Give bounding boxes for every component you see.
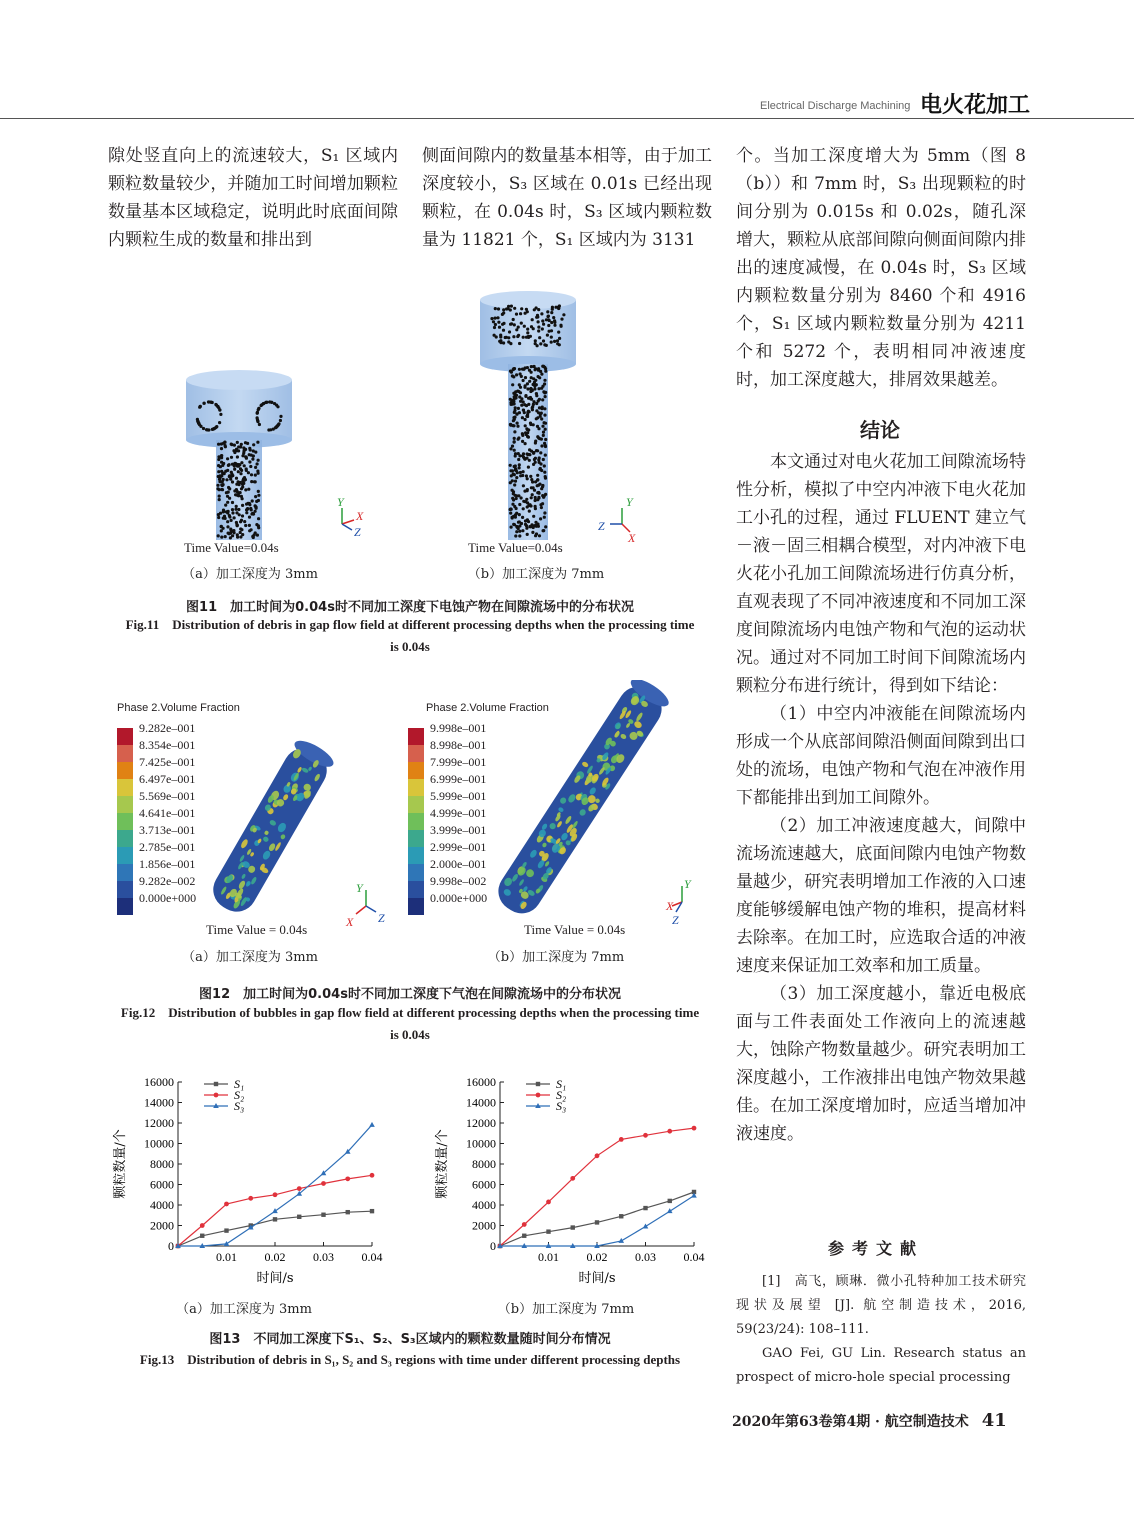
fig11b-caption: （b）加工深度为 7mm	[467, 567, 605, 582]
data-point	[667, 1129, 672, 1134]
page-number: 41	[981, 1410, 1007, 1431]
fig13-title-cn: 图13 不同加工深度下S₁、S₂、S₃区域内的颗粒数量随时间分布情况	[209, 1332, 611, 1347]
footer-journal-text: 2020年第63卷第4期 · 航空制造技术	[732, 1414, 969, 1430]
legend-label: S₃	[234, 1099, 245, 1113]
column-3-top-text	[736, 142, 1026, 394]
data-point	[595, 1220, 599, 1224]
data-point	[595, 1153, 600, 1158]
fig12a-tube	[206, 736, 337, 919]
fig11-title-en: Fig.11 Distribution of debris in gap flow field at different processing depths when the processing time is 0.04s	[125, 617, 695, 654]
data-point	[321, 1181, 326, 1186]
data-point	[224, 1228, 228, 1232]
y-tick-label: 6000	[472, 1177, 496, 1192]
axis-x-label: X	[628, 531, 636, 545]
legend-swatch	[117, 813, 133, 830]
paragraph: 侧面间隙内的数量基本相等，由于加工深度较小，S₃ 区域在 0.01s 已经出现颗粒，在 0.04s 时，S₃ 区域内颗粒数量为 11821 个，S₁ 区域内为 3131	[422, 146, 712, 250]
legend-marker	[214, 1093, 219, 1098]
legend-swatch	[117, 779, 133, 796]
x-tick-label: 0.04	[683, 1250, 705, 1264]
data-point	[224, 1241, 230, 1246]
fig12b-axis-triad	[665, 877, 692, 927]
legend-label: 4.641e–001	[139, 806, 196, 820]
fig13b-line-chart	[432, 1068, 722, 1290]
legend-label: 2.999e–001	[430, 840, 487, 854]
series-line	[178, 1125, 372, 1246]
data-point	[345, 1176, 350, 1181]
axis-y-label: Y	[356, 881, 363, 895]
fig11-title-cn: 图11 加工时间为0.04s时不同加工深度下电蚀产物在间隙流场中的分布状况	[186, 600, 634, 615]
y-tick-label: 12000	[466, 1116, 496, 1130]
fig12a-time-value: Time Value = 0.04s	[206, 922, 308, 937]
data-point	[248, 1196, 253, 1201]
legend-label: S₃	[556, 1099, 567, 1113]
y-tick-label: 12000	[144, 1116, 174, 1130]
legend-marker	[536, 1093, 541, 1098]
paragraph: 本文通过对电火花加工间隙流场特性分析，模拟了中空内冲液下电火花加工小孔的过程，通过 FLUENT 建立气－液－固三相耦合模型，对内冲液下电火花小孔加工间隙流场进行仿真分析，直观表现了不同冲液速度和不同加工深度间隙流场内电蚀产物和气泡的运动状况。通过对不同加工时间下间隙流场内颗粒分布进行统计，得到如下结论：	[736, 452, 1026, 696]
fig11b-axis-triad	[598, 495, 636, 545]
paragraph: （1）中空内冲液能在间隙流场内形成一个从底部间隙沿侧面间隙到出口处的流场，电蚀产物和气泡在冲液作用下都能排出到加工间隙外。	[736, 704, 1026, 808]
paragraph: 隙处竖直向上的流速较大，S₁ 区域内颗粒数量较少，并随加工时间增加颗粒数量基本区域稳定，说明此时底面间隙内颗粒生成的数量和排出到	[108, 146, 398, 250]
header-rule	[0, 118, 1134, 119]
y-tick-label: 2000	[150, 1218, 174, 1233]
conclusion-heading: 结论	[860, 418, 900, 442]
data-point	[346, 1210, 350, 1214]
fig12b-time-value: Time Value = 0.04s	[524, 922, 626, 937]
legend-label: 8.354e–001	[139, 738, 196, 752]
legend-label: 6.999e–001	[430, 772, 487, 786]
axis-z-label: Z	[354, 525, 361, 539]
data-point	[200, 1223, 205, 1228]
paragraph: （3）加工深度越小，靠近电极底面与工件表面处工作液向上的流速越大，蚀除产物数量越少。研究表明加工深度越小，工作液排出电蚀产物效果越佳。在加工深度增加时，应适当增加冲液速度。	[736, 984, 1026, 1144]
fig13b-caption: （b）加工深度为 7mm	[497, 1302, 635, 1317]
data-point	[224, 1202, 229, 1207]
data-point	[571, 1225, 575, 1229]
data-point	[370, 1209, 374, 1213]
data-point	[297, 1215, 301, 1219]
data-point	[522, 1222, 527, 1227]
axis-y-label: Y	[684, 877, 691, 891]
legend-label: 6.497e–001	[139, 772, 196, 786]
axis-x-label: X	[666, 899, 674, 913]
y-tick-label: 2000	[472, 1218, 496, 1233]
legend-label: 8.998e–001	[430, 738, 487, 752]
y-tick-label: 14000	[466, 1095, 496, 1110]
references-heading: 参考文献	[828, 1239, 925, 1258]
fig12-title-en: Fig.12 Distribution of bubbles in gap flow field at different processing depths when the processing time is 0.04s	[120, 1005, 700, 1042]
y-tick-label: 10000	[466, 1136, 496, 1151]
x-axis-label: 时间/s	[256, 1271, 294, 1286]
legend-label: 7.999e–001	[430, 755, 487, 769]
y-tick-label: 8000	[150, 1157, 174, 1171]
fig13a-caption: （a）加工深度为 3mm	[176, 1302, 312, 1317]
reference-en: GAO Fei, GU Lin. Research status an prospect of micro-hole special processing	[736, 1346, 1026, 1385]
data-point	[546, 1200, 551, 1205]
data-point	[546, 1229, 550, 1233]
legend-label: 9.282e–002	[139, 874, 196, 888]
data-point	[619, 1137, 624, 1142]
axis-z-label: Z	[672, 913, 679, 927]
x-tick-label: 0.01	[216, 1250, 237, 1264]
legend-label: 2.785e–001	[139, 840, 196, 854]
legend-label: 2.000e–001	[430, 857, 487, 871]
y-tick-label: 6000	[150, 1177, 174, 1192]
legend-label: 9.998e–002	[430, 874, 487, 888]
axis-x-label: X	[346, 915, 354, 929]
legend-swatch	[117, 762, 133, 779]
fig12a-caption: （a）加工深度为 3mm	[182, 950, 318, 965]
data-point	[370, 1173, 375, 1178]
legend-label: 7.425e–001	[139, 755, 196, 769]
legend-label: 5.999e–001	[430, 789, 487, 803]
legend-label: 4.999e–001	[430, 806, 487, 820]
data-point	[643, 1133, 648, 1138]
legend-label: 3.713e–001	[139, 823, 196, 837]
legend-swatch	[117, 745, 133, 762]
y-tick-label: 0	[490, 1239, 496, 1253]
y-tick-label: 4000	[472, 1198, 496, 1212]
x-tick-label: 0.03	[313, 1250, 334, 1264]
fig12a-legend-title: Phase 2.Volume Fraction	[117, 702, 240, 714]
fig11a-axis-triad	[337, 495, 364, 539]
y-tick-label: 4000	[150, 1198, 174, 1212]
y-tick-label: 8000	[472, 1157, 496, 1171]
legend-label: S₁	[234, 1077, 245, 1091]
fig12-render	[200, 680, 720, 930]
legend-label: S₁	[556, 1077, 567, 1091]
legend-label: 0.000e+000	[139, 891, 197, 905]
axis-y-label: Y	[337, 495, 344, 509]
fig11a-time-value: Time Value=0.04s	[184, 540, 279, 555]
legend-label: 5.569e–001	[139, 789, 196, 803]
x-axis-label: 时间/s	[578, 1271, 616, 1286]
fig13-title-en: Fig.13 Distribution of debris in S₁, S₂ and S₃ regions with time under different processing depths	[139, 1352, 681, 1367]
y-tick-label: 16000	[466, 1075, 496, 1089]
legend-swatch	[117, 847, 133, 864]
conclusion-text	[736, 448, 1026, 1148]
data-point	[273, 1192, 278, 1197]
legend-swatch	[117, 830, 133, 847]
fig13a-line-chart	[110, 1068, 400, 1290]
fig12-title-cn: 图12 加工时间为0.04s时不同加工深度下气泡在间隙流场中的分布状况	[199, 987, 621, 1002]
x-tick-label: 0.02	[586, 1250, 608, 1264]
axis-y-label: Y	[626, 495, 633, 509]
data-point	[570, 1176, 575, 1181]
x-tick-label: 0.01	[538, 1250, 559, 1264]
data-point	[321, 1213, 325, 1217]
series-line	[500, 1192, 694, 1246]
y-tick-label: 10000	[144, 1136, 174, 1151]
column-1-text	[108, 142, 398, 254]
x-tick-label: 0.04	[361, 1250, 383, 1264]
axis-x-label: X	[356, 509, 364, 523]
footer-journal	[732, 1410, 1007, 1431]
legend-swatch	[117, 881, 133, 898]
reference-cn: [1] 高飞，顾琳．微小孔特种加工技术研究现状及展望 [J]. 航空制造技术，2016, 59(23/24): 108–111.	[736, 1274, 1026, 1337]
paragraph: 个。当加工深度增大为 5mm（图 8（b））和 7mm 时，S₃ 出现颗粒的时间分别为 0.015s 和 0.02s，随孔深增大，颗粒从底部间隙向侧面间隙内排出的速度减慢，在 0.04s 时，S₃ 区域内颗粒数量分别为 8460 个和 4916 个，S₁ 区域内颗粒数量分别为 4211 个和 5272 个，表明相同冲液速度时，加工深度越大，排屑效果越差。	[736, 146, 1026, 390]
legend-label: 1.856e–001	[139, 857, 196, 871]
running-header-chinese: 电火花加工	[920, 93, 1031, 118]
legend-swatch	[117, 864, 133, 881]
legend-swatch	[117, 796, 133, 813]
fig11a-caption: （a）加工深度为 3mm	[182, 567, 318, 582]
data-point	[668, 1199, 672, 1203]
fig11-render	[170, 280, 650, 550]
legend-swatch	[117, 728, 133, 745]
legend-marker	[536, 1082, 540, 1086]
legend-marker	[214, 1082, 218, 1086]
fig11b-time-value: Time Value=0.04s	[468, 540, 563, 555]
fig12a-axis-triad	[345, 881, 385, 929]
reference-1	[736, 1270, 1026, 1390]
legend-label: 0.000e+000	[430, 891, 488, 905]
series-line	[500, 1128, 694, 1246]
legend-label: 3.999e–001	[430, 823, 487, 837]
y-axis-label: 颗粒数量/个	[435, 1129, 450, 1199]
x-tick-label: 0.03	[635, 1250, 656, 1264]
axis-z-label: Z	[598, 519, 605, 533]
fig12b-legend-title: Phase 2.Volume Fraction	[426, 702, 549, 714]
data-point	[200, 1234, 204, 1238]
data-point	[643, 1224, 649, 1229]
y-tick-label: 16000	[144, 1075, 174, 1089]
fig12b-caption: （b）加工深度为 7mm	[487, 950, 625, 965]
column-2-text	[422, 142, 712, 254]
fig11a-model	[186, 370, 292, 540]
axis-z-label: Z	[378, 911, 385, 925]
data-point	[297, 1186, 302, 1191]
data-point	[369, 1122, 375, 1127]
y-axis-label: 颗粒数量/个	[113, 1129, 128, 1199]
data-point	[643, 1206, 647, 1210]
y-tick-label: 14000	[144, 1095, 174, 1110]
data-point	[273, 1217, 277, 1221]
legend-swatch	[117, 898, 133, 915]
legend-label: S₂	[556, 1088, 567, 1102]
data-point	[522, 1234, 526, 1238]
fig11b-model	[480, 291, 576, 540]
fig12b-tube	[491, 680, 673, 921]
series-line	[178, 1211, 372, 1246]
data-point	[619, 1214, 623, 1218]
data-point	[692, 1126, 697, 1131]
legend-label: S₂	[234, 1088, 245, 1102]
y-tick-label: 0	[168, 1239, 174, 1253]
legend-label: 9.282e–001	[139, 721, 196, 735]
paragraph: （2）加工冲液速度越大，间隙中流场流速越大，底面间隙内电蚀产物数量越少，研究表明增加工作液的入口速度能够缓解电蚀产物的堆积，提高材料去除率。在加工时，应选取合适的冲液速度来保证加工效率和加工质量。	[736, 816, 1026, 976]
data-point	[272, 1208, 278, 1213]
legend-label: 9.998e–001	[430, 721, 487, 735]
running-header-english: Electrical Discharge Machining	[760, 100, 911, 112]
x-tick-label: 0.02	[264, 1250, 286, 1264]
